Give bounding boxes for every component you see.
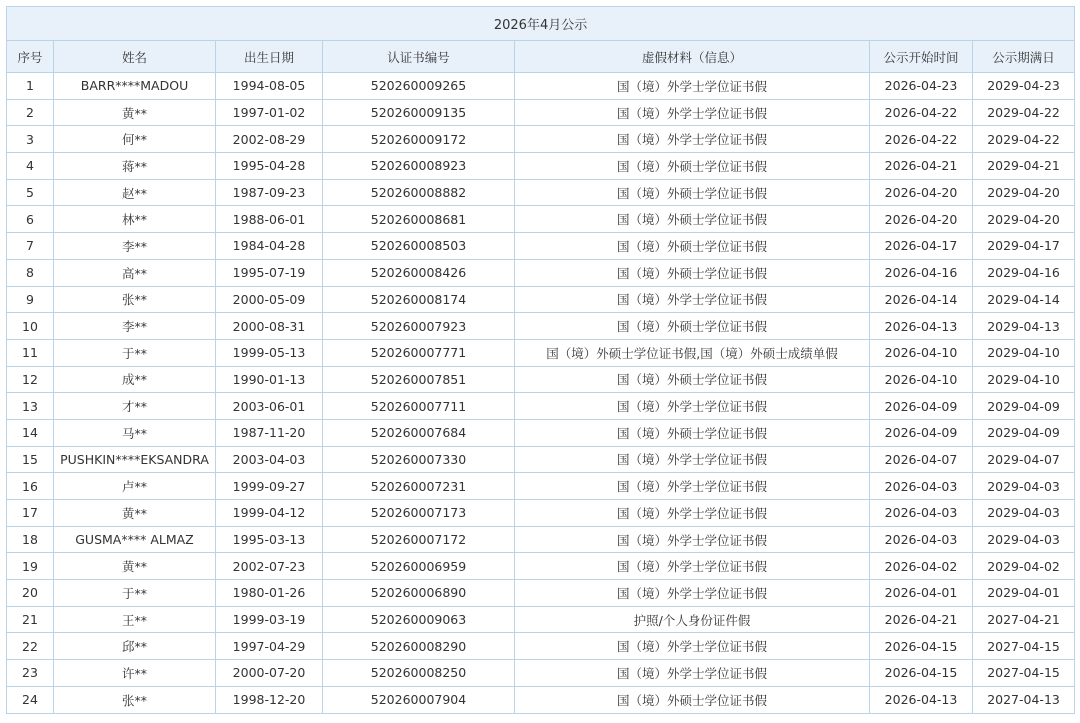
cell-start-date: 2026-04-14: [870, 286, 973, 313]
cell-false-material: 国（境）外学士学位证书假: [515, 446, 870, 473]
cell-birth-date: 1987-09-23: [216, 179, 323, 206]
table-row: [7, 446, 1075, 473]
cell-false-material: 国（境）外学士学位证书假: [515, 553, 870, 580]
cell-start-date: 2026-04-23: [870, 73, 973, 100]
cell-expiry-date: 2029-04-03: [973, 473, 1075, 500]
cell-index: 11: [7, 339, 54, 366]
column-header-start-date: 公示开始时间: [870, 41, 973, 73]
cell-index: 14: [7, 419, 54, 446]
cell-name: 林**: [54, 206, 216, 233]
cell-expiry-date: 2029-04-21: [973, 153, 1075, 180]
cell-start-date: 2026-04-20: [870, 206, 973, 233]
table-row: [7, 686, 1075, 713]
cell-certificate-number: 520260008503: [323, 233, 515, 260]
cell-expiry-date: 2029-04-02: [973, 553, 1075, 580]
cell-expiry-date: 2029-04-10: [973, 339, 1075, 366]
cell-index: 12: [7, 366, 54, 393]
cell-false-material: 国（境）外学士学位证书假: [515, 580, 870, 607]
cell-false-material: 国（境）外学士学位证书假: [515, 500, 870, 527]
cell-expiry-date: 2029-04-16: [973, 259, 1075, 286]
cell-expiry-date: 2029-04-09: [973, 393, 1075, 420]
cell-expiry-date: 2029-04-03: [973, 500, 1075, 527]
cell-name: 王**: [54, 606, 216, 633]
cell-start-date: 2026-04-03: [870, 500, 973, 527]
cell-name: 赵**: [54, 179, 216, 206]
cell-start-date: 2026-04-22: [870, 126, 973, 153]
header-row: [7, 41, 1075, 73]
table-row: [7, 126, 1075, 153]
cell-expiry-date: 2029-04-07: [973, 446, 1075, 473]
cell-birth-date: 2002-07-23: [216, 553, 323, 580]
cell-false-material: 国（境）外硕士学位证书假: [515, 366, 870, 393]
cell-index: 5: [7, 179, 54, 206]
cell-start-date: 2026-04-21: [870, 606, 973, 633]
cell-certificate-number: 520260009172: [323, 126, 515, 153]
cell-certificate-number: 520260007851: [323, 366, 515, 393]
cell-start-date: 2026-04-21: [870, 153, 973, 180]
table-row: [7, 206, 1075, 233]
cell-false-material: 国（境）外硕士学位证书假: [515, 233, 870, 260]
cell-false-material: 护照/个人身份证件假: [515, 606, 870, 633]
cell-expiry-date: 2027-04-15: [973, 660, 1075, 687]
cell-index: 3: [7, 126, 54, 153]
cell-false-material: 国（境）外学士学位证书假: [515, 126, 870, 153]
cell-certificate-number: 520260007923: [323, 313, 515, 340]
cell-name: 邱**: [54, 633, 216, 660]
cell-name: 成**: [54, 366, 216, 393]
table-row: [7, 313, 1075, 340]
cell-false-material: 国（境）外硕士学位证书假: [515, 686, 870, 713]
cell-false-material: 国（境）外学士学位证书假: [515, 73, 870, 100]
cell-birth-date: 1987-11-20: [216, 419, 323, 446]
table-row: [7, 393, 1075, 420]
cell-start-date: 2026-04-09: [870, 419, 973, 446]
cell-certificate-number: 520260009063: [323, 606, 515, 633]
cell-false-material: 国（境）外硕士学位证书假: [515, 259, 870, 286]
cell-index: 23: [7, 660, 54, 687]
table-row: [7, 660, 1075, 687]
cell-certificate-number: 520260007231: [323, 473, 515, 500]
cell-name: 黄**: [54, 99, 216, 126]
cell-expiry-date: 2029-04-17: [973, 233, 1075, 260]
table-row: [7, 99, 1075, 126]
cell-name: 于**: [54, 580, 216, 607]
cell-false-material: 国（境）外学士学位证书假: [515, 473, 870, 500]
column-header-certificate-number: 认证书编号: [323, 41, 515, 73]
cell-start-date: 2026-04-13: [870, 686, 973, 713]
cell-name: 高**: [54, 259, 216, 286]
cell-index: 9: [7, 286, 54, 313]
cell-name: 于**: [54, 339, 216, 366]
table-row: [7, 73, 1075, 100]
cell-certificate-number: 520260008923: [323, 153, 515, 180]
cell-start-date: 2026-04-01: [870, 580, 973, 607]
cell-index: 2: [7, 99, 54, 126]
cell-name: 才**: [54, 393, 216, 420]
column-header-expiry-date: 公示期满日: [973, 41, 1075, 73]
cell-start-date: 2026-04-03: [870, 526, 973, 553]
cell-false-material: 国（境）外硕士学位证书假: [515, 419, 870, 446]
cell-index: 15: [7, 446, 54, 473]
cell-birth-date: 1998-12-20: [216, 686, 323, 713]
cell-expiry-date: 2029-04-23: [973, 73, 1075, 100]
cell-certificate-number: 520260008290: [323, 633, 515, 660]
cell-birth-date: 1997-04-29: [216, 633, 323, 660]
table-body: [7, 73, 1075, 714]
cell-birth-date: 1984-04-28: [216, 233, 323, 260]
cell-expiry-date: 2029-04-22: [973, 99, 1075, 126]
cell-birth-date: 1999-05-13: [216, 339, 323, 366]
cell-start-date: 2026-04-03: [870, 473, 973, 500]
cell-name: 李**: [54, 233, 216, 260]
cell-index: 6: [7, 206, 54, 233]
cell-start-date: 2026-04-20: [870, 179, 973, 206]
cell-false-material: 国（境）外硕士学位证书假: [515, 313, 870, 340]
cell-false-material: 国（境）外硕士学位证书假: [515, 153, 870, 180]
table-row: [7, 606, 1075, 633]
cell-start-date: 2026-04-15: [870, 660, 973, 687]
cell-index: 20: [7, 580, 54, 607]
cell-false-material: 国（境）外学士学位证书假: [515, 633, 870, 660]
cell-false-material: 国（境）外硕士学位证书假,国（境）外硕士成绩单假: [515, 339, 870, 366]
cell-expiry-date: 2029-04-22: [973, 126, 1075, 153]
cell-false-material: 国（境）外学士学位证书假: [515, 526, 870, 553]
cell-name: 许**: [54, 660, 216, 687]
announcement-table-container: [6, 6, 1074, 714]
cell-index: 21: [7, 606, 54, 633]
cell-name: 张**: [54, 286, 216, 313]
cell-birth-date: 2002-08-29: [216, 126, 323, 153]
cell-index: 16: [7, 473, 54, 500]
cell-index: 19: [7, 553, 54, 580]
cell-certificate-number: 520260007904: [323, 686, 515, 713]
table-row: [7, 233, 1075, 260]
cell-expiry-date: 2029-04-13: [973, 313, 1075, 340]
cell-birth-date: 1995-03-13: [216, 526, 323, 553]
table-row: [7, 580, 1075, 607]
cell-index: 13: [7, 393, 54, 420]
cell-name: 卢**: [54, 473, 216, 500]
cell-certificate-number: 520260009135: [323, 99, 515, 126]
table-row: [7, 153, 1075, 180]
cell-birth-date: 2003-04-03: [216, 446, 323, 473]
table-row: [7, 553, 1075, 580]
cell-certificate-number: 520260008681: [323, 206, 515, 233]
cell-start-date: 2026-04-10: [870, 366, 973, 393]
cell-birth-date: 1999-03-19: [216, 606, 323, 633]
cell-expiry-date: 2027-04-15: [973, 633, 1075, 660]
table-row: [7, 500, 1075, 527]
cell-start-date: 2026-04-13: [870, 313, 973, 340]
cell-start-date: 2026-04-10: [870, 339, 973, 366]
cell-start-date: 2026-04-22: [870, 99, 973, 126]
cell-index: 24: [7, 686, 54, 713]
cell-certificate-number: 520260009265: [323, 73, 515, 100]
cell-name: 蒋**: [54, 153, 216, 180]
cell-certificate-number: 520260006959: [323, 553, 515, 580]
cell-expiry-date: 2029-04-09: [973, 419, 1075, 446]
cell-index: 1: [7, 73, 54, 100]
cell-expiry-date: 2029-04-10: [973, 366, 1075, 393]
table-row: [7, 259, 1075, 286]
cell-birth-date: 1997-01-02: [216, 99, 323, 126]
cell-certificate-number: 520260008250: [323, 660, 515, 687]
cell-name: GUSMA**** ALMAZ: [54, 526, 216, 553]
cell-start-date: 2026-04-09: [870, 393, 973, 420]
cell-index: 18: [7, 526, 54, 553]
column-header-birth-date: 出生日期: [216, 41, 323, 73]
cell-name: 黄**: [54, 500, 216, 527]
cell-expiry-date: 2029-04-03: [973, 526, 1075, 553]
table-row: [7, 286, 1075, 313]
cell-name: 黄**: [54, 553, 216, 580]
cell-birth-date: 1999-04-12: [216, 500, 323, 527]
cell-false-material: 国（境）外硕士学位证书假: [515, 206, 870, 233]
cell-certificate-number: 520260007711: [323, 393, 515, 420]
cell-birth-date: 1988-06-01: [216, 206, 323, 233]
cell-name: 马**: [54, 419, 216, 446]
cell-certificate-number: 520260007173: [323, 500, 515, 527]
cell-certificate-number: 520260007330: [323, 446, 515, 473]
cell-start-date: 2026-04-16: [870, 259, 973, 286]
cell-birth-date: 2000-08-31: [216, 313, 323, 340]
cell-false-material: 国（境）外学士学位证书假: [515, 393, 870, 420]
cell-birth-date: 2003-06-01: [216, 393, 323, 420]
cell-index: 17: [7, 500, 54, 527]
table-row: [7, 419, 1075, 446]
cell-start-date: 2026-04-15: [870, 633, 973, 660]
cell-index: 8: [7, 259, 54, 286]
column-header-name: 姓名: [54, 41, 216, 73]
cell-expiry-date: 2029-04-14: [973, 286, 1075, 313]
cell-false-material: 国（境）外学士学位证书假: [515, 286, 870, 313]
table-row: [7, 473, 1075, 500]
announcement-table: [6, 6, 1075, 714]
cell-certificate-number: 520260008426: [323, 259, 515, 286]
cell-birth-date: 1990-01-13: [216, 366, 323, 393]
cell-start-date: 2026-04-02: [870, 553, 973, 580]
cell-certificate-number: 520260007172: [323, 526, 515, 553]
column-header-false-material: 虚假材料（信息）: [515, 41, 870, 73]
cell-index: 7: [7, 233, 54, 260]
cell-certificate-number: 520260006890: [323, 580, 515, 607]
table-row: [7, 633, 1075, 660]
cell-birth-date: 1980-01-26: [216, 580, 323, 607]
table-row: [7, 179, 1075, 206]
cell-birth-date: 1995-04-28: [216, 153, 323, 180]
cell-false-material: 国（境）外学士学位证书假: [515, 99, 870, 126]
cell-name: 张**: [54, 686, 216, 713]
cell-birth-date: 1999-09-27: [216, 473, 323, 500]
cell-index: 22: [7, 633, 54, 660]
cell-start-date: 2026-04-17: [870, 233, 973, 260]
cell-name: 何**: [54, 126, 216, 153]
cell-birth-date: 1994-08-05: [216, 73, 323, 100]
cell-expiry-date: 2029-04-20: [973, 206, 1075, 233]
cell-false-material: 国（境）外学士学位证书假: [515, 660, 870, 687]
cell-false-material: 国（境）外硕士学位证书假: [515, 179, 870, 206]
cell-birth-date: 2000-07-20: [216, 660, 323, 687]
cell-expiry-date: 2027-04-13: [973, 686, 1075, 713]
table-row: [7, 339, 1075, 366]
cell-expiry-date: 2027-04-21: [973, 606, 1075, 633]
cell-birth-date: 1995-07-19: [216, 259, 323, 286]
cell-name: BARR****MADOU: [54, 73, 216, 100]
cell-name: 李**: [54, 313, 216, 340]
cell-expiry-date: 2029-04-01: [973, 580, 1075, 607]
table-row: [7, 366, 1075, 393]
column-header-index: 序号: [7, 41, 54, 73]
cell-index: 10: [7, 313, 54, 340]
cell-certificate-number: 520260007771: [323, 339, 515, 366]
cell-birth-date: 2000-05-09: [216, 286, 323, 313]
cell-certificate-number: 520260008882: [323, 179, 515, 206]
cell-name: PUSHKIN****EKSANDRA: [54, 446, 216, 473]
cell-certificate-number: 520260008174: [323, 286, 515, 313]
cell-certificate-number: 520260007684: [323, 419, 515, 446]
table-row: [7, 526, 1075, 553]
cell-expiry-date: 2029-04-20: [973, 179, 1075, 206]
cell-index: 4: [7, 153, 54, 180]
table-title: 2026年4月公示: [7, 7, 1075, 41]
cell-start-date: 2026-04-07: [870, 446, 973, 473]
